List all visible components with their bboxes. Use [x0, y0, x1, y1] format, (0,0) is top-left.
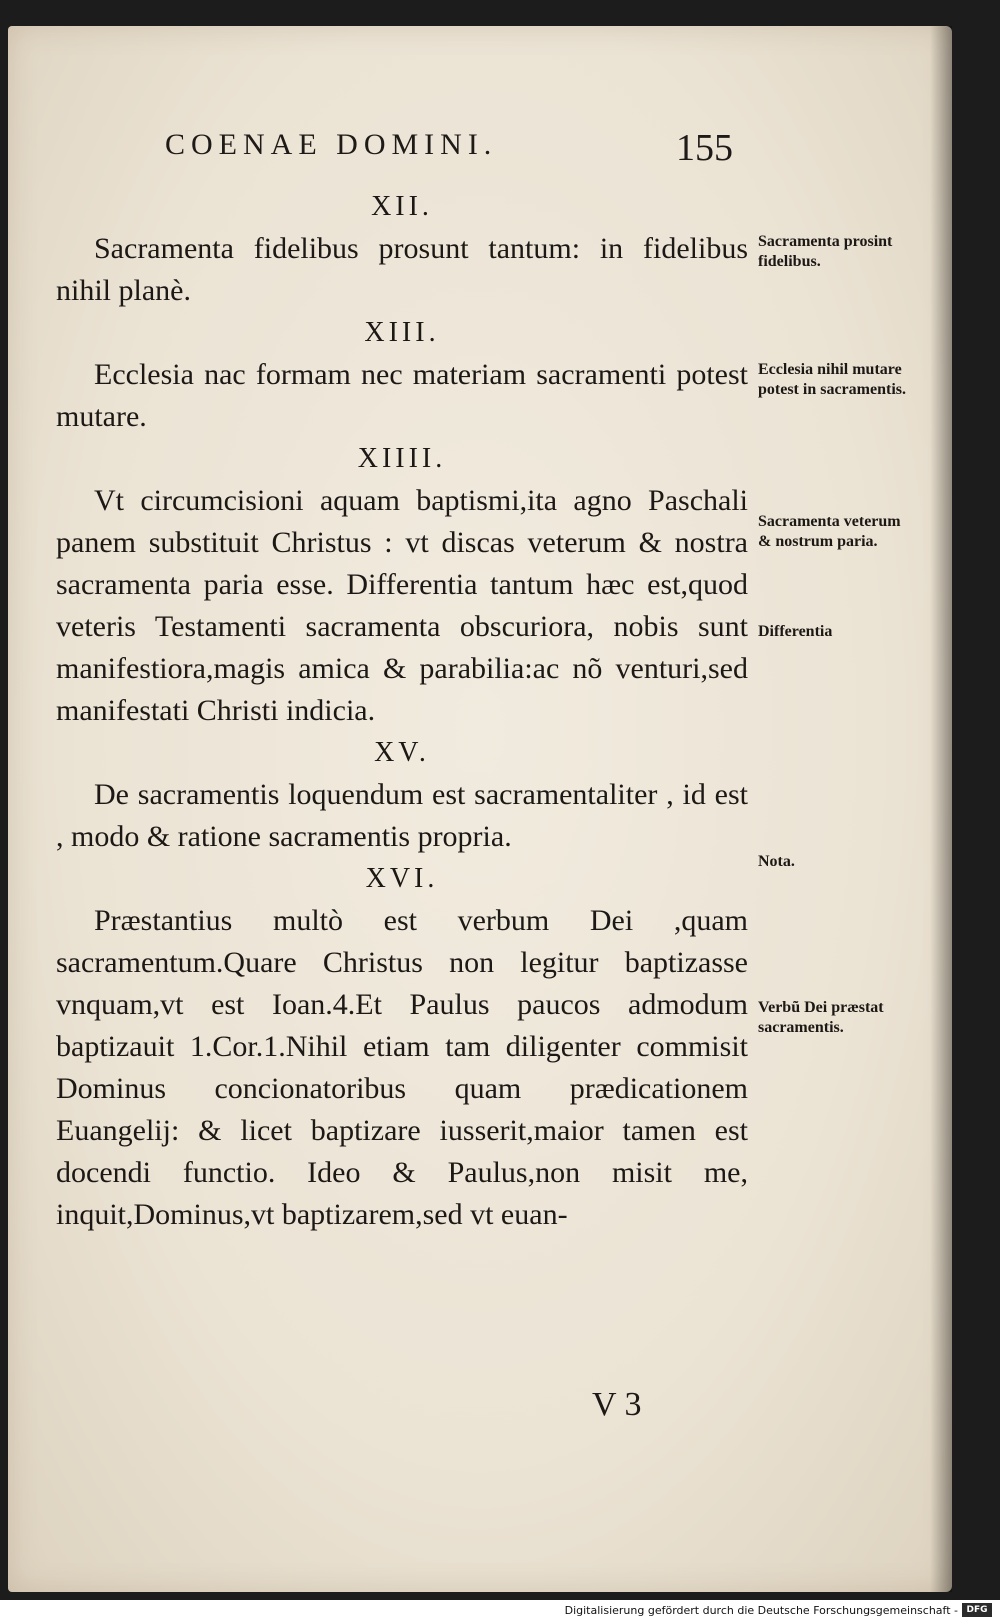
dfg-logo: DFG — [962, 1603, 992, 1617]
section-text-14: Vt circumcisioni aquam baptismi,ita agno Paschali panem substituit Christus : vt discas veterum & nostra sacramenta paria esse. Differentia tantum hæc est,quod veteris Testamenti sacramenta obscuriora, nobis sunt manifestiora,magis amica & parabilia:ac nõ venturi,sed manifestati Christi indicia. — [56, 484, 748, 727]
margin-note-sacramenta-veterum: Sacramenta veterum & nostrum paria. — [758, 513, 901, 550]
section-numeral-15: XV. — [374, 737, 430, 768]
section-numeral-13: XIII. — [364, 317, 440, 348]
page-number: 155 — [676, 127, 733, 169]
footer-credit: Digitalisierung gefördert durch die Deutsche Forschungsgemeinschaft - — [564, 1604, 958, 1617]
margin-note-nota: Nota. — [758, 853, 795, 870]
section-numeral-14: XIIII. — [357, 443, 447, 474]
main-text-block — [56, 186, 748, 1236]
section-numeral-16: XVI. — [365, 863, 439, 894]
margin-note-ecclesia: Ecclesia nihil mutare potest in sacramentis. — [758, 361, 906, 398]
section-text-12: Sacramenta fidelibus prosunt tantum: in fidelibus nihil planè. — [56, 232, 748, 307]
margin-note-sacramenta-prosint: Sacramenta prosint fidelibus. — [758, 233, 893, 270]
running-title: COENAE DOMINI. — [165, 128, 498, 161]
margin-note-differentia: Differentia — [758, 623, 833, 640]
section-text-13: Ecclesia nac formam nec materiam sacramenti potest mutare. — [56, 358, 748, 433]
section-text-15: De sacramentis loquendum est sacramentaliter , id est , modo & ratione sacramentis propria. — [56, 778, 748, 853]
signature-mark: V 3 — [592, 1386, 642, 1423]
section-text-16: Præstantius multò est verbum Dei ,quam sacramentum.Quare Christus non legitur baptizasse vnquam,vt est Ioan.4.Et Paulus paucos admodum baptizauit 1.Cor.1.Nihil etiam tam diligenter commisit Dominus concionatoribus quam prædicationem Euangelij: & licet baptizare iusserit,maior tamen est docendi functio. Ideo & Paulus,non misit me, inquit,Dominus,vt baptizarem,sed vt euan- — [56, 904, 748, 1231]
section-numeral-12: XII. — [371, 191, 433, 222]
margin-note-verbum-dei: Verbũ Dei præstat sacramentis. — [758, 999, 884, 1036]
page-gutter-shadow — [930, 26, 952, 1592]
